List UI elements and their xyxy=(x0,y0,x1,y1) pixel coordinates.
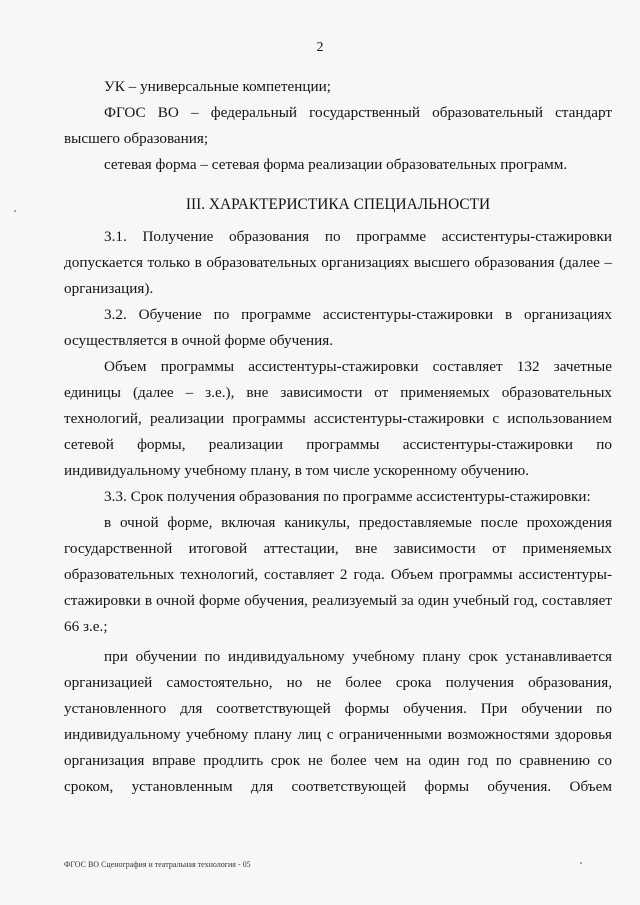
abbreviation-network-form: сетевая форма – сетевая форма реализации образовательных программ. xyxy=(104,156,568,173)
abbreviation-fgos: ФГОС ВО – федеральный государственный образовательный стандарт высшего образования; xyxy=(64,104,612,147)
document-body xyxy=(64,74,612,800)
paragraph-3-3: 3.3. Срок получения образования по программе ассистентуры-стажировки: xyxy=(104,488,591,505)
scan-speck xyxy=(14,210,16,212)
paragraph-program-volume: Объем программы ассистентуры-стажировки составляет 132 зачетные единицы (далее – з.е.), вне зависимости от применяемых образовательных технологий, реализации программы ассистентуры-стажировки с использованием сетевой формы, реализации программы ассистентуры-стажировки по индивидуальному учебному плану, в том числе ускоренному обучению. xyxy=(64,358,612,479)
paragraph-3-1: 3.1. Получение образования по программе ассистентуры-стажировки допускается только в образовательных организациях высшего образования (далее – организация). xyxy=(64,228,612,297)
paragraph-full-time-form: в очной форме, включая каникулы, предоставляемые после прохождения государственной итоговой аттестации, вне зависимости от применяемых образовательных технологий, составляет 2 года. Объем программы ассистентуры-стажировки в очной форме обучения, реализуемый за один учебный год, составляет 66 з.е.; xyxy=(64,514,612,635)
page-number: 2 xyxy=(316,40,324,55)
abbreviation-uk: УК – универсальные компетенции; xyxy=(104,78,332,95)
paragraph-3-2: 3.2. Обучение по программе ассистентуры-стажировки в организациях осуществляется в очной форме обучения. xyxy=(64,306,612,349)
paragraph-individual-plan: при обучении по индивидуальному учебному плану срок устанавливается организацией самостоятельно, но не более срока получения образования, установленного для соответствующей формы обучения. При обучении по индивидуальному учебному плану лиц с ограниченными возможностями здоровья организация вправе продлить срок не более чем на один год по сравнению со сроком, установленным для соответствующей формы обучения. Объем xyxy=(64,648,612,795)
section-heading: III. ХАРАКТЕРИСТИКА СПЕЦИАЛЬНОСТИ xyxy=(185,196,491,213)
document-footer: ФГОС ВО Сценография и театральная технология - 05 xyxy=(64,860,251,869)
scan-speck xyxy=(580,862,582,864)
